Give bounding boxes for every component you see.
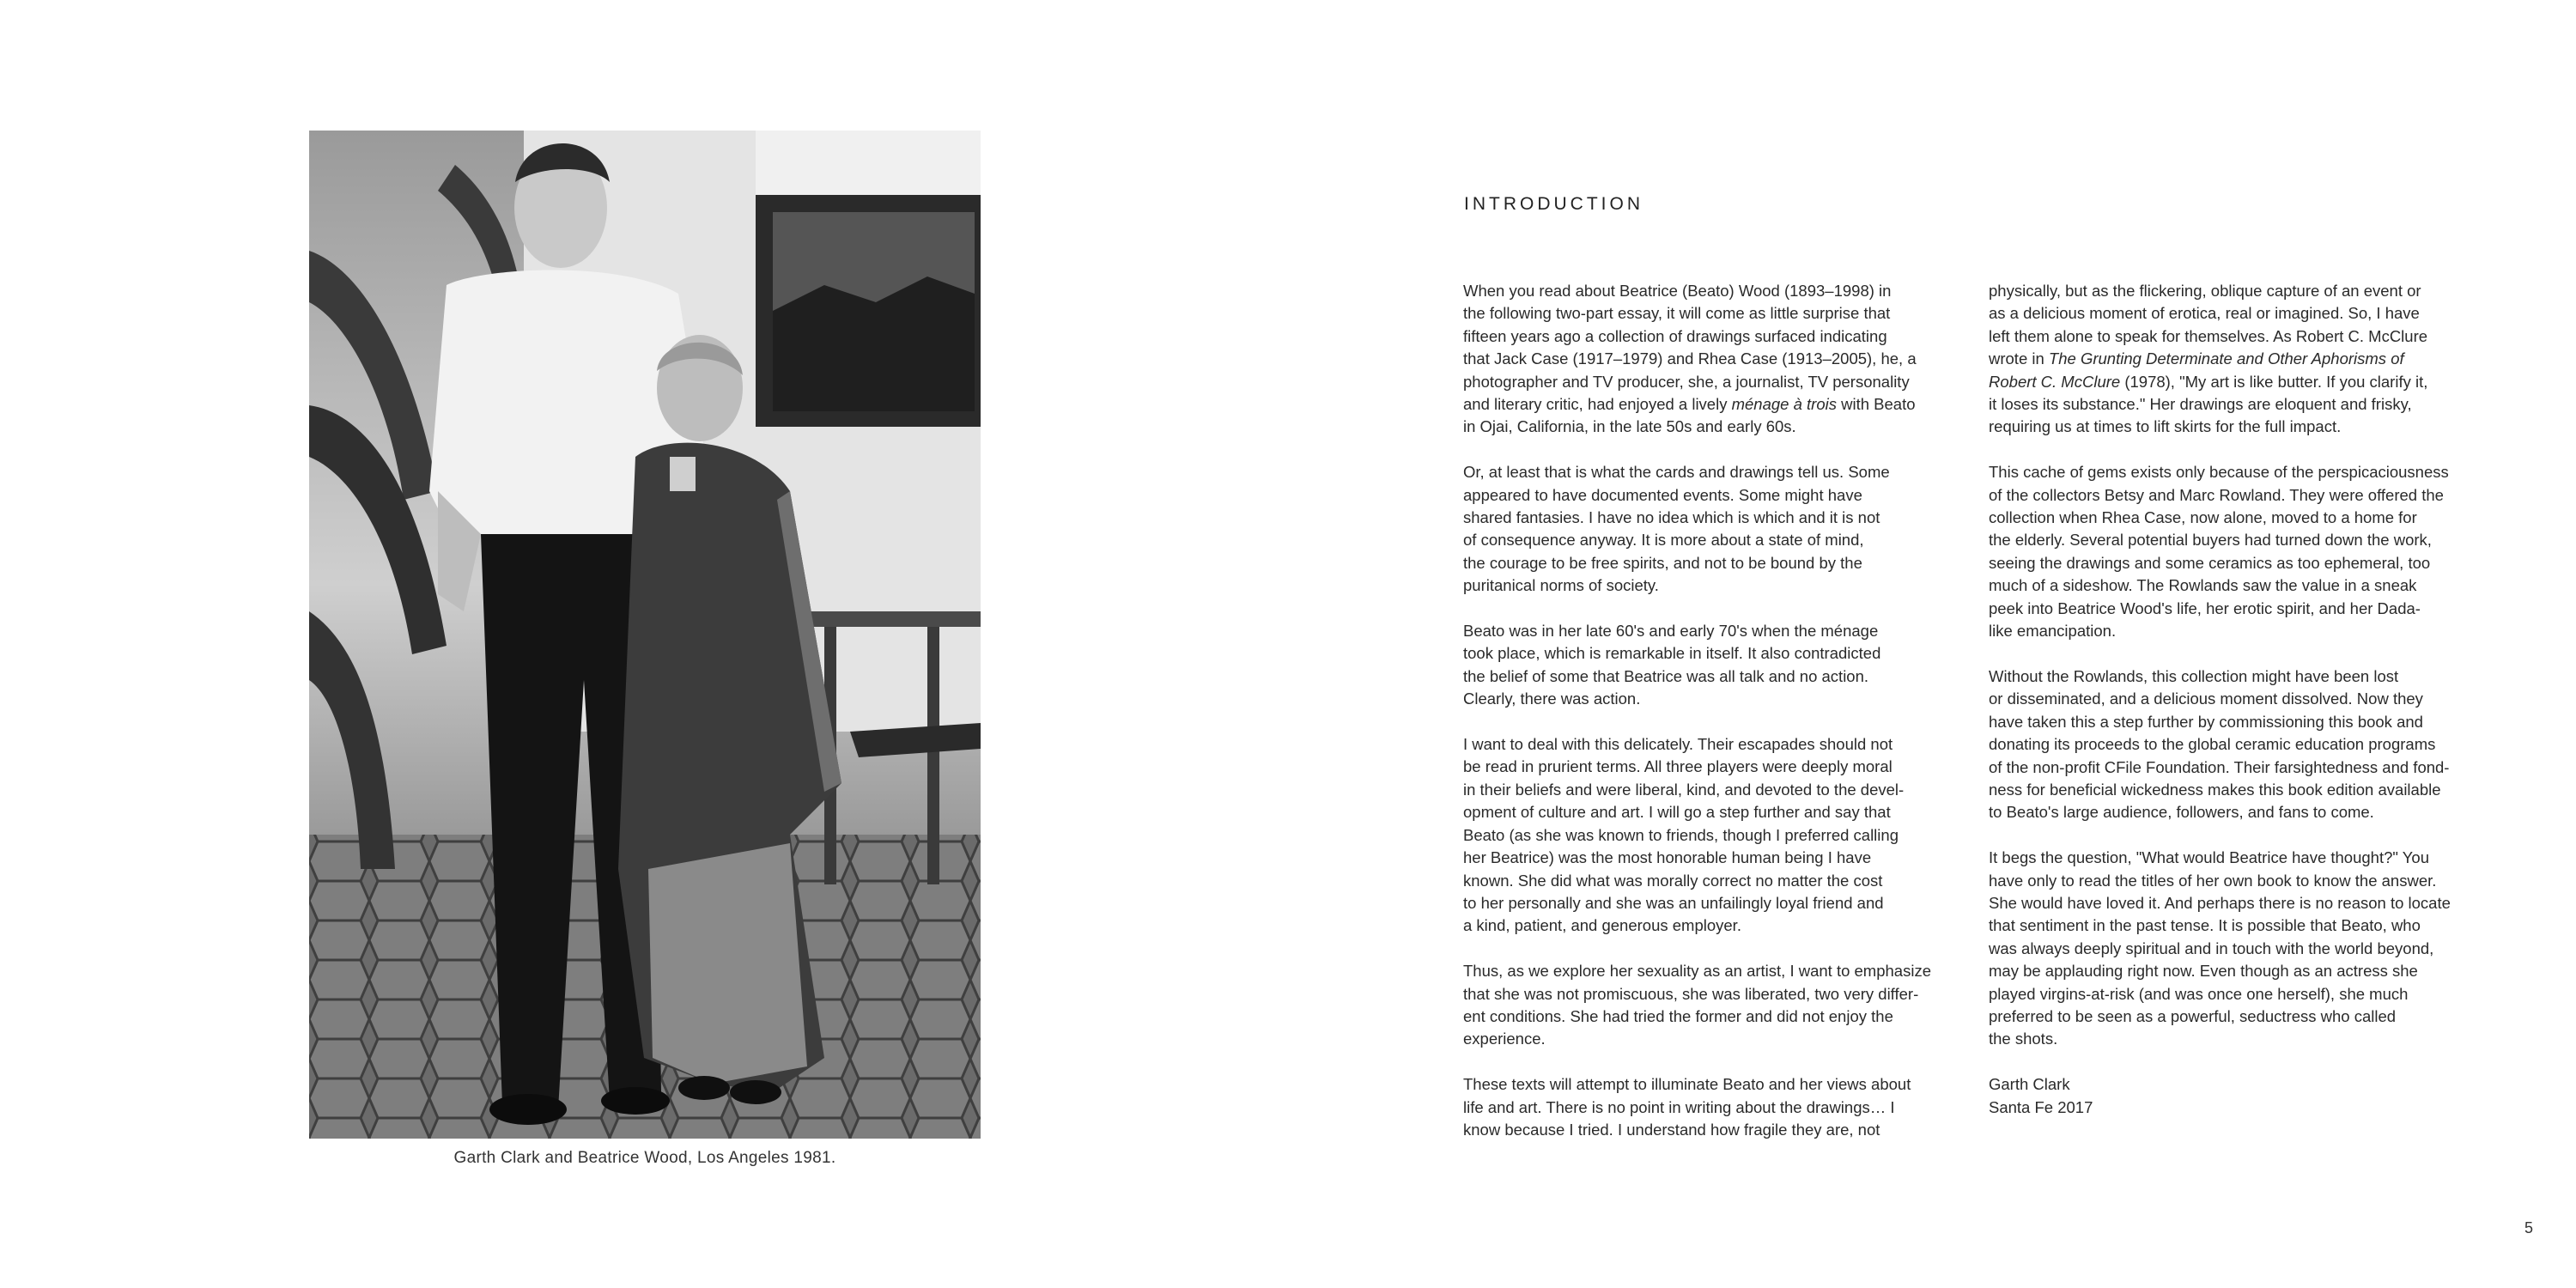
text-run: She would have loved it. And perhaps there is no reason to locate	[1989, 893, 2451, 912]
text-run: life and art. There is no point in writing about the drawings… I	[1463, 1097, 1895, 1116]
text-run: know because I tried. I understand how fragile they are, not	[1463, 1120, 1880, 1139]
text-line	[1463, 960, 1961, 982]
text-run: Clearly, there was action.	[1463, 690, 1641, 708]
body-paragraph	[1463, 461, 1961, 597]
text-line	[1989, 665, 2491, 688]
text-run: to her personally and she was an unfailingly loyal friend and	[1463, 893, 1884, 912]
text-line	[1989, 960, 2491, 982]
text-line	[1989, 348, 2491, 370]
text-line	[1463, 620, 1961, 642]
text-run: ness for beneficial wickedness makes this book edition available	[1989, 780, 2441, 799]
text-run: fifteen years ago a collection of drawings surfaced indicating	[1463, 326, 1887, 345]
text-run: like emancipation.	[1989, 622, 2117, 641]
text-line	[1463, 461, 1961, 483]
text-line	[1463, 552, 1961, 574]
text-line	[1989, 847, 2491, 869]
text-run: much of a sideshow. The Rowlands saw the value in a sneak	[1989, 576, 2417, 595]
text-run: or disseminated, and a delicious moment dissolved. Now they	[1989, 690, 2423, 708]
text-line	[1989, 620, 2491, 642]
text-run: the shots.	[1989, 1030, 2058, 1048]
text-run: wrote in	[1989, 349, 2049, 368]
text-line	[1463, 325, 1961, 348]
photo-illustration	[309, 131, 981, 1139]
text-run: in their beliefs and were liberal, kind, and devoted to the devel-	[1463, 780, 1905, 799]
text-line	[1463, 416, 1961, 438]
section-heading: INTRODUCTION	[1464, 194, 1643, 214]
author-signature	[1989, 1073, 2491, 1119]
text-run: the belief of some that Beatrice was all talk and no action.	[1463, 666, 1869, 685]
text-line	[1463, 507, 1961, 529]
text-run: as a delicious moment of erotica, real or imagined. So, I have	[1989, 304, 2420, 323]
text-run: collection when Rhea Case, now alone, moved to a home for	[1989, 508, 2417, 527]
text-line	[1463, 1073, 1961, 1096]
text-line	[1989, 393, 2491, 416]
text-line	[1463, 870, 1961, 892]
text-line	[1463, 529, 1961, 551]
text-run: of the collectors Betsy and Marc Rowland. They were offered the	[1989, 485, 2444, 504]
text-line	[1989, 733, 2491, 756]
text-run: shared fantasies. I have no idea which is which and it is not	[1463, 508, 1880, 527]
text-run: I want to deal with this delicately. Their escapades should not	[1463, 735, 1893, 754]
text-run: Beato was in her late 60's and early 70's when the ménage	[1463, 622, 1879, 641]
text-run: took place, which is remarkable in itself. It also contradicted	[1463, 644, 1881, 663]
text-run: it loses its substance." Her drawings are eloquent and frisky,	[1989, 395, 2412, 414]
text-line	[1989, 507, 2491, 529]
text-run: have taken this a step further by commissioning this book and	[1989, 712, 2423, 731]
text-line	[1463, 393, 1961, 416]
text-line	[1989, 574, 2491, 597]
text-line	[1989, 711, 2491, 733]
text-line	[1463, 1005, 1961, 1028]
text-run: photographer and TV producer, she, a journalist, TV personality	[1463, 372, 1910, 391]
text-line	[1463, 847, 1961, 869]
text-run: Beato (as she was known to friends, though I preferred calling	[1463, 825, 1899, 844]
italic-text: ménage à trois	[1731, 395, 1837, 414]
text-run: seeing the drawings and some ceramics as too ephemeral, too	[1989, 553, 2431, 572]
text-line	[1989, 325, 2491, 348]
text-line	[1989, 598, 2491, 620]
text-run: to Beato's large audience, followers, and fans to come.	[1989, 803, 2374, 822]
text-line	[1989, 892, 2491, 914]
body-paragraph	[1989, 280, 2491, 439]
text-line	[1989, 552, 2491, 574]
text-run: with Beato	[1836, 395, 1916, 414]
text-line	[1463, 983, 1961, 1005]
text-line	[1989, 779, 2491, 801]
text-line	[1463, 574, 1961, 597]
body-paragraph	[1463, 620, 1961, 711]
text-run: may be applauding right now. Even though as an actress she	[1989, 962, 2418, 981]
text-run: When you read about Beatrice (Beato) Wood (1893–1998) in	[1463, 282, 1892, 300]
text-run: that she was not promiscuous, she was liberated, two very differ-	[1463, 984, 1919, 1003]
text-line	[1989, 1028, 2491, 1050]
text-run: preferred to be seen as a powerful, seductress who called	[1989, 1006, 2397, 1025]
text-run: be read in prurient terms. All three players were deeply moral	[1463, 757, 1893, 776]
text-run: known. She did what was morally correct no matter the cost	[1463, 871, 1883, 890]
text-line	[1989, 756, 2491, 779]
text-run: left them alone to speak for themselves. As Robert C. McClure	[1989, 326, 2428, 345]
italic-text: Robert C. McClure	[1989, 372, 2121, 391]
body-paragraph	[1463, 960, 1961, 1051]
text-run: played virgins-at-risk (and was once one herself), she much	[1989, 984, 2409, 1003]
text-line	[1463, 371, 1961, 393]
text-line	[1463, 688, 1961, 710]
text-run: These texts will attempt to illuminate Beato and her views about	[1463, 1075, 1911, 1094]
text-run: her Beatrice) was the most honorable human being I have	[1463, 848, 1872, 867]
author-name: Garth Clark	[1989, 1075, 2070, 1094]
text-line	[1463, 914, 1961, 937]
text-line	[1463, 1119, 1961, 1141]
text-run: have only to read the titles of her own book to know the answer.	[1989, 871, 2437, 890]
body-paragraph	[1989, 665, 2491, 824]
text-line	[1463, 665, 1961, 688]
text-run: the elderly. Several potential buyers had turned down the work,	[1989, 531, 2432, 550]
text-line	[1989, 461, 2491, 483]
text-line	[1989, 914, 2491, 937]
text-run: puritanical norms of society.	[1463, 576, 1659, 595]
text-line	[1989, 529, 2491, 551]
text-column-left	[1463, 280, 1961, 1164]
text-run: Thus, as we explore her sexuality as an artist, I want to emphasize	[1463, 962, 1931, 981]
text-line	[1463, 302, 1961, 325]
text-run: ent conditions. She had tried the former and did not enjoy the	[1463, 1006, 1893, 1025]
text-run: This cache of gems exists only because of the perspicaciousness	[1989, 463, 2449, 482]
text-line	[1989, 870, 2491, 892]
text-run: donating its proceeds to the global ceramic education programs	[1989, 735, 2436, 754]
text-line	[1463, 824, 1961, 847]
text-line	[1463, 280, 1961, 302]
text-run: opment of culture and art. I will go a step further and say that	[1463, 803, 1891, 822]
text-run: a kind, patient, and generous employer.	[1463, 916, 1741, 935]
text-line	[1989, 416, 2491, 438]
text-run: physically, but as the flickering, oblique capture of an event or	[1989, 282, 2421, 300]
text-run: (1978), "My art is like butter. If you clarify it,	[2120, 372, 2428, 391]
text-line	[1989, 484, 2491, 507]
text-run: in Ojai, California, in the late 50s and early 60s.	[1463, 417, 1796, 436]
body-paragraph	[1463, 1073, 1961, 1141]
body-paragraph	[1989, 847, 2491, 1051]
text-run: Or, at least that is what the cards and drawings tell us. Some	[1463, 463, 1890, 482]
text-run: and literary critic, had enjoyed a lively	[1463, 395, 1732, 414]
text-line	[1463, 1028, 1961, 1050]
body-paragraph	[1463, 280, 1961, 439]
text-run: peek into Beatrice Wood's life, her erotic spirit, and her Dada-	[1989, 598, 2421, 617]
text-line	[1989, 280, 2491, 302]
text-run: experience.	[1463, 1030, 1546, 1048]
text-line	[1989, 688, 2491, 710]
text-run: Without the Rowlands, this collection might have been lost	[1989, 666, 2399, 685]
text-run: requiring us at times to lift skirts for the full impact.	[1989, 417, 2342, 436]
text-line	[1463, 642, 1961, 665]
text-column-right	[1989, 280, 2491, 1119]
text-line	[1463, 484, 1961, 507]
text-line	[1989, 801, 2491, 823]
text-run: the courage to be free spirits, and not to be bound by the	[1463, 553, 1862, 572]
page-number: 5	[2524, 1219, 2534, 1236]
text-run: the following two-part essay, it will come as little surprise that	[1463, 304, 1891, 323]
text-run: It begs the question, "What would Beatrice have thought?" You	[1989, 848, 2429, 867]
text-line	[1463, 348, 1961, 370]
text-line	[1463, 756, 1961, 778]
text-line	[1463, 801, 1961, 823]
text-line	[1463, 733, 1961, 756]
italic-text: The Grunting Determinate and Other Aphorisms of	[2048, 349, 2404, 368]
text-line	[1989, 1005, 2491, 1028]
text-run: of consequence anyway. It is more about a state of mind,	[1463, 531, 1864, 550]
text-run: was always deeply spiritual and in touch with the world beyond,	[1989, 939, 2434, 957]
text-run: that sentiment in the past tense. It is possible that Beato, who	[1989, 916, 2421, 935]
photo-caption: Garth Clark and Beatrice Wood, Los Angeles 1981.	[453, 1149, 836, 1167]
text-line	[1989, 302, 2491, 325]
text-line	[1989, 371, 2491, 393]
text-line	[1989, 983, 2491, 1005]
text-line	[1989, 938, 2491, 960]
text-line	[1463, 779, 1961, 801]
body-paragraph	[1989, 461, 2491, 642]
text-run: that Jack Case (1917–1979) and Rhea Case (1913–2005), he, a	[1463, 349, 1917, 368]
body-paragraph	[1463, 733, 1961, 938]
place-date: Santa Fe 2017	[1989, 1097, 2093, 1116]
text-run: of the non-profit CFile Foundation. Their farsightedness and fond-	[1989, 757, 2450, 776]
text-line	[1463, 892, 1961, 914]
photograph	[309, 131, 981, 1139]
text-line	[1463, 1097, 1961, 1119]
text-run: appeared to have documented events. Some might have	[1463, 485, 1862, 504]
